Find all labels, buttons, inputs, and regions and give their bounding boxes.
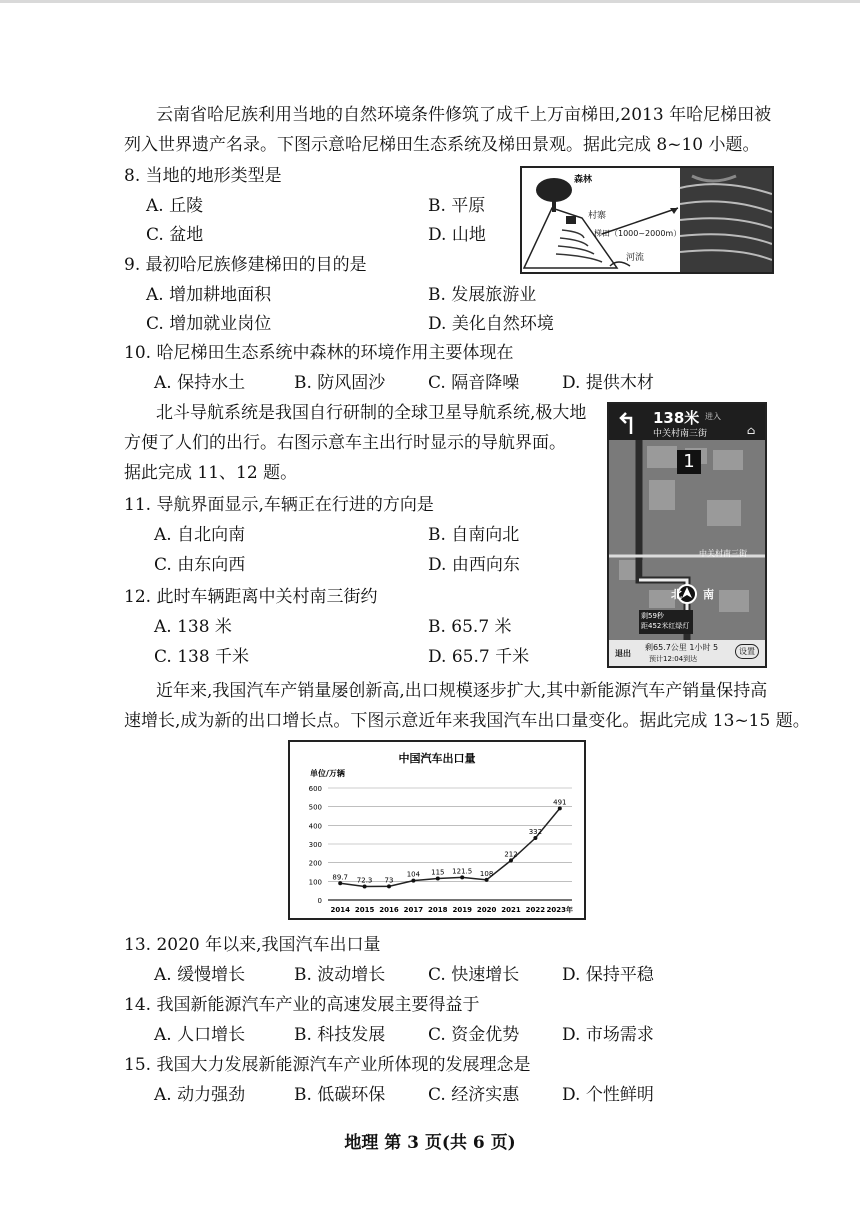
nav-enter: 进入 (705, 412, 721, 421)
question-9-option-b[interactable]: B. 发展旅游业 (428, 285, 537, 305)
question-13-stem: 13. 2020 年以来,我国汽车出口量 (124, 935, 381, 955)
data-point (338, 881, 342, 885)
export-line-chart (290, 742, 584, 918)
chart-title: 中国汽车出口量 (398, 752, 476, 765)
question-8-option-b[interactable]: B. 平原 (428, 196, 486, 216)
question-14-option-d[interactable]: D. 市场需求 (562, 1025, 654, 1045)
data-point (485, 878, 489, 882)
data-point (387, 884, 391, 888)
y-tick-label: 200 (308, 859, 322, 868)
data-label: 491 (553, 798, 567, 807)
question-8-option-c[interactable]: C. 盆地 (146, 225, 204, 245)
question-9-option-d[interactable]: D. 美化自然环境 (428, 314, 554, 334)
question-11-option-d[interactable]: D. 由西向东 (428, 555, 520, 575)
intro-paragraph-1-line-1: 云南省哈尼族利用当地的自然环境条件修筑了成千上万亩梯田,2013 年哈尼梯田被 (156, 105, 772, 125)
intro-paragraph-2-line-1: 北斗导航系统是我国自行研制的全球卫星导航系统,极大地 (156, 403, 587, 423)
x-tick-label: 2015 (354, 906, 375, 914)
y-tick-label: 500 (308, 803, 322, 812)
chart-y-axis-label: 单位/万辆 (310, 769, 345, 778)
question-8-option-a[interactable]: A. 丘陵 (146, 196, 204, 216)
question-14-option-a[interactable]: A. 人口增长 (154, 1025, 246, 1045)
question-15-stem: 15. 我国大力发展新能源汽车产业所体现的发展理念是 (124, 1055, 531, 1075)
x-tick-label: 2016 (379, 906, 399, 914)
data-point (533, 836, 537, 840)
intro-paragraph-3-line-1: 近年来,我国汽车产销量屡创新高,出口规模逐步扩大,其中新能源汽车产销量保持高 (156, 681, 768, 701)
data-point (558, 806, 562, 810)
data-label: 89.7 (332, 873, 348, 882)
data-label: 121.5 (452, 867, 473, 876)
intro-paragraph-2-line-3: 据此完成 11、12 题。 (124, 463, 298, 483)
label-village: 村寨 (588, 211, 607, 221)
question-10-option-b[interactable]: B. 防风固沙 (294, 373, 386, 393)
arrival-info: 预计12:04到达 (649, 655, 698, 663)
question-12-stem: 12. 此时车辆距离中关村南三街约 (124, 587, 378, 607)
question-9-option-a[interactable]: A. 增加耕地面积 (146, 285, 272, 305)
nav-distance: 138米 (653, 409, 700, 427)
top-border (0, 0, 860, 3)
question-8-option-d[interactable]: D. 山地 (428, 225, 486, 245)
x-tick-label: 2020 (476, 906, 497, 914)
navigation-screen (607, 402, 767, 668)
export-chart (288, 740, 586, 920)
data-label: 332 (528, 828, 543, 837)
series-line (340, 808, 560, 886)
data-point (436, 877, 440, 881)
intro-paragraph-3-line-2: 速增长,成为新的出口增长点。下图示意近年来我国汽车出口量变化。据此完成 13~15 题。 (124, 711, 810, 731)
y-tick-label: 0 (317, 897, 322, 905)
data-point (411, 879, 415, 883)
question-8-stem: 8. 当地的地形类型是 (124, 166, 282, 186)
exit-button[interactable]: 退出 (615, 649, 631, 658)
question-9-option-c[interactable]: C. 增加就业岗位 (146, 314, 272, 334)
question-9-stem: 9. 最初哈尼族修建梯田的目的是 (124, 255, 367, 275)
question-13-option-d[interactable]: D. 保持平稳 (562, 965, 654, 985)
question-13-option-b[interactable]: B. 波动增长 (294, 965, 386, 985)
question-11-option-b[interactable]: B. 自南向北 (428, 525, 520, 545)
lane-indicator-icon: 1 (677, 450, 701, 474)
y-tick-label: 600 (308, 785, 322, 793)
question-14-stem: 14. 我国新能源汽车产业的高速发展主要得益于 (124, 995, 480, 1015)
data-label: 72.3 (356, 876, 373, 885)
x-tick-label: 2021 (501, 906, 521, 914)
terrace-figure (520, 166, 774, 274)
question-12-option-a[interactable]: A. 138 米 (154, 617, 232, 637)
map-road-label: 中关村南三街 (699, 549, 747, 558)
y-tick-label: 300 (308, 841, 322, 849)
question-10-stem: 10. 哈尼梯田生态系统中森林的环境作用主要体现在 (124, 343, 514, 363)
question-11-option-a[interactable]: A. 自北向南 (154, 525, 246, 545)
y-tick-label: 400 (308, 822, 322, 831)
question-14-option-b[interactable]: B. 科技发展 (294, 1025, 386, 1045)
label-river: 河流 (626, 253, 645, 263)
question-10-option-c[interactable]: C. 隔音降噪 (428, 373, 520, 393)
label-terrace: 梯田（1000~2000m） (594, 229, 682, 238)
terrace-diagram (522, 168, 772, 272)
data-point (460, 875, 464, 879)
data-point (509, 858, 513, 862)
x-tick-label: 2022 (525, 906, 546, 914)
question-12-option-d[interactable]: D. 65.7 千米 (428, 647, 530, 667)
traffic-light-box: 剩59秒 距452米红绿灯 (639, 610, 693, 634)
x-tick-label: 2017 (403, 906, 424, 914)
question-12-option-c[interactable]: C. 138 千米 (154, 647, 250, 667)
x-tick-label: 2018 (428, 906, 448, 914)
question-15-option-b[interactable]: B. 低碳环保 (294, 1085, 386, 1105)
question-11-stem: 11. 导航界面显示,车辆正在行进的方向是 (124, 495, 434, 515)
intro-paragraph-2-line-2: 方便了人们的出行。右图示意车主出行时显示的导航界面。 (124, 433, 566, 453)
data-label: 212 (504, 850, 518, 859)
data-point (363, 885, 367, 889)
question-13-option-c[interactable]: C. 快速增长 (428, 965, 520, 985)
x-tick-label: 2019 (452, 906, 472, 914)
x-tick-label: 2023年 (546, 906, 574, 914)
label-forest: 森林 (574, 175, 593, 185)
remaining-info: 剩65.7公里 1小时 5 (645, 643, 719, 652)
question-15-option-a[interactable]: A. 动力强劲 (154, 1085, 246, 1105)
village-house-icon (566, 216, 576, 224)
page-footer: 地理 第 3 页(共 6 页) (344, 1133, 516, 1153)
data-label: 104 (406, 870, 421, 879)
y-tick-label: 100 (308, 878, 322, 887)
turn-left-icon (617, 410, 637, 434)
question-15-option-c[interactable]: C. 经济实惠 (428, 1085, 520, 1105)
question-12-option-b[interactable]: B. 65.7 米 (428, 617, 512, 637)
question-11-option-c[interactable]: C. 由东向西 (154, 555, 246, 575)
home-icon[interactable]: ⌂ (747, 424, 756, 437)
x-tick-label: 2014 (330, 906, 350, 914)
nav-street-name: 中关村南三街 (653, 429, 708, 439)
data-label: 108 (479, 869, 494, 878)
question-15-option-d[interactable]: D. 个性鲜明 (562, 1085, 654, 1105)
map-label-north: 北 (671, 588, 682, 601)
question-10-option-a[interactable]: A. 保持水土 (154, 373, 246, 393)
data-label: 115 (431, 868, 445, 877)
data-label: 73 (384, 876, 394, 885)
question-10-option-d[interactable]: D. 提供木材 (562, 373, 654, 393)
intro-paragraph-1-line-2: 列入世界遗产名录。下图示意哈尼梯田生态系统及梯田景观。据此完成 8~10 小题。 (124, 135, 760, 155)
settings-button[interactable]: 设置 (735, 644, 759, 659)
question-13-option-a[interactable]: A. 缓慢增长 (154, 965, 246, 985)
question-14-option-c[interactable]: C. 资金优势 (428, 1025, 520, 1045)
map-label-south: 南 (703, 588, 714, 601)
